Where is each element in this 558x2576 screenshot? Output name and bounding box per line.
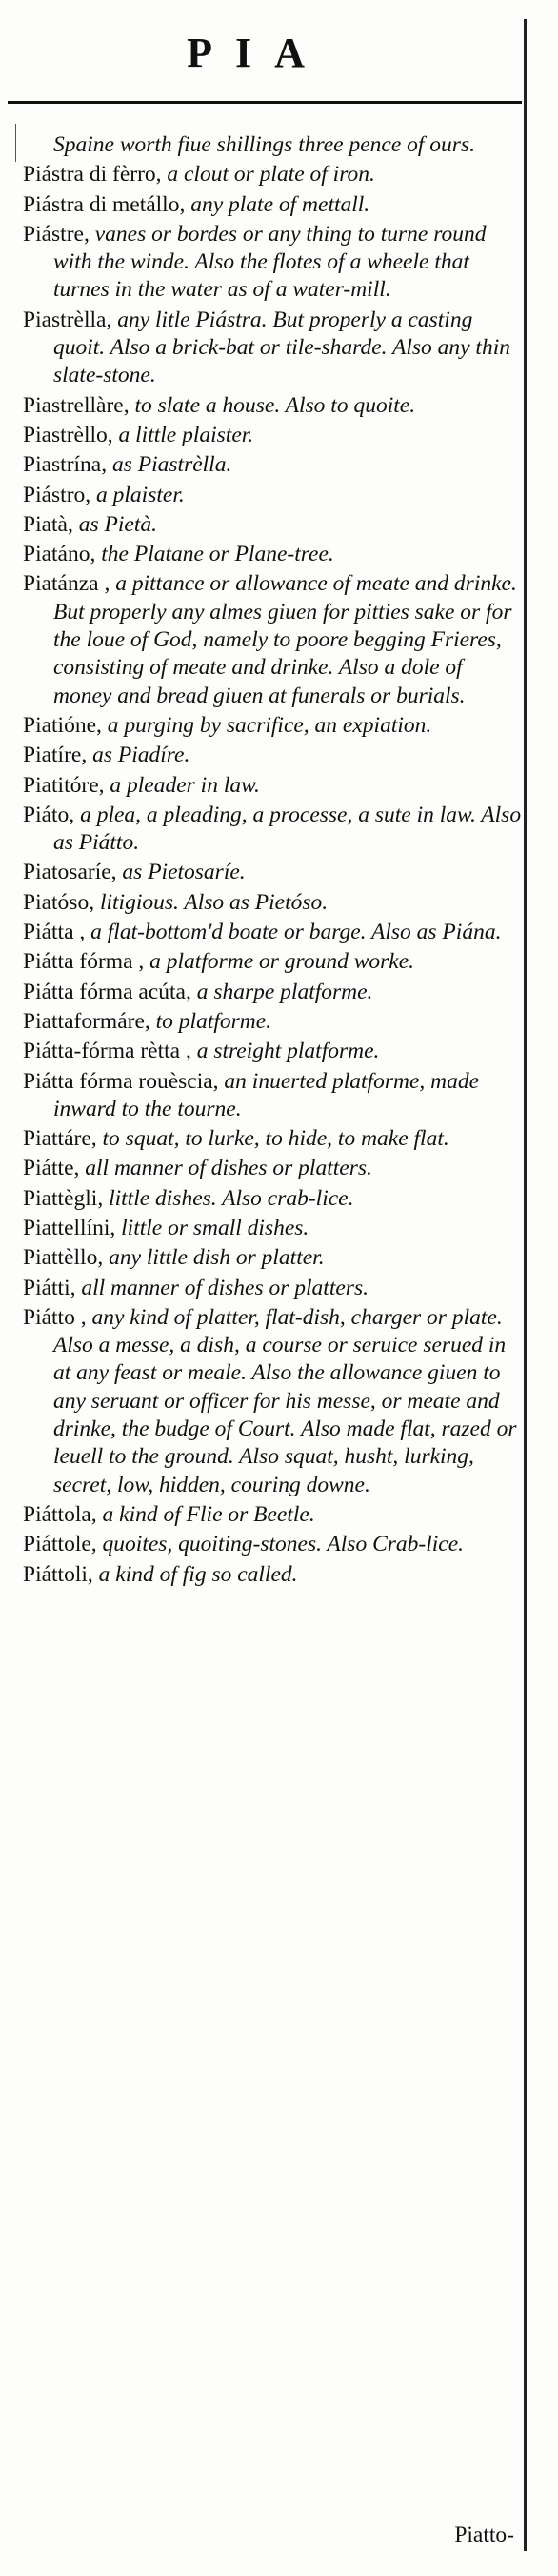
dictionary-entry [23,1008,522,1036]
headword: Piátta fórma rouèscia, [23,1068,219,1094]
definition: all manner of dishes or platters. [79,1156,372,1181]
definition: a flat-bottom'd boate or barge. Also as Piána. [85,920,502,945]
headword: Piastrèlla, [23,307,112,332]
headword: Piatíre, [23,743,88,768]
definition: as Piadíre. [87,743,190,768]
catchword: Piatto- [454,2523,514,2547]
dictionary-entry [23,1215,522,1242]
headword: Piástra di fèrro, [23,162,162,188]
definition: as Piastrèlla. [107,452,232,478]
definition: a plea, a pleading, a processe, a sute in law. Also as Piátto. [53,802,522,856]
headword: Piattègli, [23,1185,104,1211]
dictionary-entry [23,1038,522,1065]
headword: Piatitóre, [23,772,105,798]
headword: Piátte, [23,1156,80,1181]
dictionary-entry [23,919,522,946]
headword: Piátta fórma acúta, [23,979,191,1004]
dictionary-entry [23,422,522,449]
headword: Piatosaríe, [23,860,117,885]
definition: a clout or plate of iron. [161,162,375,188]
dictionary-entry [23,712,522,740]
dictionary-entry [23,511,522,539]
headword: Piastrèllo, [23,422,113,447]
definition: to platforme. [149,1008,272,1034]
definition: the Platane or Plane-tree. [95,542,334,567]
headword: Piáttoli, [23,1561,93,1587]
definition: to squat, to lurke, to hide, to make flat. [96,1126,449,1152]
definition: a plaister. [90,482,185,507]
definition: as Pietosaríe. [116,860,246,885]
dictionary-entry [23,859,522,886]
headword: Piátta-fórma rètta , [23,1039,191,1064]
dictionary-entry [23,742,522,769]
dictionary-entry [23,482,522,509]
definition: quoites, quoiting-stones. Also Crab-lice. [96,1532,465,1557]
headword: Piatà, [23,511,73,537]
definition: as Pietà. [72,511,157,537]
dictionary-entry [23,191,522,219]
headword: Piátta , [23,920,86,945]
dictionary-entry [23,541,522,568]
definition: little or small dishes. [115,1215,309,1240]
definition: litigious. Also as Pietóso. [94,889,329,915]
dictionary-entry [23,161,522,188]
dictionary-entry [23,979,522,1006]
dictionary-entry [23,131,522,159]
running-head: PIA [187,30,328,76]
headword: Piattaformáre, [23,1008,150,1034]
dictionary-entry [23,1501,522,1529]
definition: vanes or bordes or any thing to turne round with the winde. Also the flotes of a wheele that turnes in the water as of a water-mill. [53,221,487,303]
headword: Piástre, [23,221,90,247]
dictionary-entry [23,307,522,390]
definition: an inuerted platforme, made inward to the tourne. [53,1068,480,1121]
headword: Piástra di metállo, [23,191,186,217]
headword: Piátto , [23,1304,87,1330]
headword: Piatáno, [23,542,96,567]
definition: a kind of fig so called. [92,1561,298,1587]
headword: Piástro, [23,482,91,507]
definition: a sharpe platforme. [190,979,373,1004]
definition: a streight platforme. [190,1039,380,1064]
headword: Piattellíni, [23,1215,116,1240]
dictionary-entry [23,889,522,917]
dictionary-entry [23,948,522,976]
headword: Piáto, [23,802,75,827]
dictionary-entry [23,1531,522,1558]
margin-mark [15,124,16,162]
headword: Piastrína, [23,452,108,478]
headword: Piátta fórma , [23,949,145,975]
dictionary-entry [23,1068,522,1124]
dictionary-entry [23,1244,522,1272]
dictionary-entry [23,451,522,479]
dictionary-entry [23,570,522,709]
dictionary-entry [23,1275,522,1302]
dictionary-entry [23,392,522,420]
dictionary-entry [23,1561,522,1589]
column-rule [524,19,527,2551]
definition: any plate of mettall. [185,191,370,217]
definition: any kind of platter, flat-dish, charger or plate. Also a messe, a dish, a course or seruice serued in at any feast or meale. Also the allowance giuen to any seruant or officer for his messe, or meate and drinke, the budge of Court. Also made flat, razed or leuell to the ground. Also squat, husht, lurking, secret, low, hidden, couring downe. [53,1304,517,1497]
headword: Piatánza , [23,571,110,597]
headword: Piátti, [23,1275,76,1300]
definition: Spaine worth fiue shillings three pence of ours. [53,132,475,157]
definition: a purging by sacrifice, an expiation. [101,712,432,738]
definition: a pittance or allowance of meate and drinke. But properly any almes giuen for pitties sake or for the loue of God, namely to poore begging Frieres, consisting of meate and drinke. Also a dole of money and bread giuen at funerals or burials. [53,571,517,708]
definition: to slate a house. Also to quoite. [129,392,416,418]
headword: Piáttole, [23,1532,97,1557]
definition: little dishes. Also crab-lice. [103,1185,354,1211]
headword: Piáttola, [23,1501,97,1527]
entry-list [23,131,522,1591]
dictionary-entry [23,772,522,800]
headword: Piatióne, [23,712,102,738]
dictionary-entry [23,1155,522,1182]
dictionary-entry [23,1304,522,1499]
headword: Piattáre, [23,1126,97,1152]
definition: all manner of dishes or platters. [75,1275,369,1300]
definition: any little dish or platter. [103,1245,325,1271]
definition: a pleader in law. [104,772,260,798]
header-rule [8,101,522,104]
dictionary-entry [23,221,522,305]
dictionary-entry [23,1125,522,1153]
dictionary-entry [23,1185,522,1213]
headword: Piattèllo, [23,1245,104,1271]
definition: a little plaister. [112,422,254,447]
definition: any litle Piástra. But properly a casting quoit. Also a brick-bat or tile-sharde. Also any thin slate-stone. [53,307,510,388]
headword: Piatóso, [23,889,95,915]
headword: Piastrellàre, [23,392,130,418]
dictionary-entry [23,802,522,858]
definition: a platforme or ground worke. [144,949,414,975]
definition: a kind of Flie or Beetle. [96,1501,315,1527]
